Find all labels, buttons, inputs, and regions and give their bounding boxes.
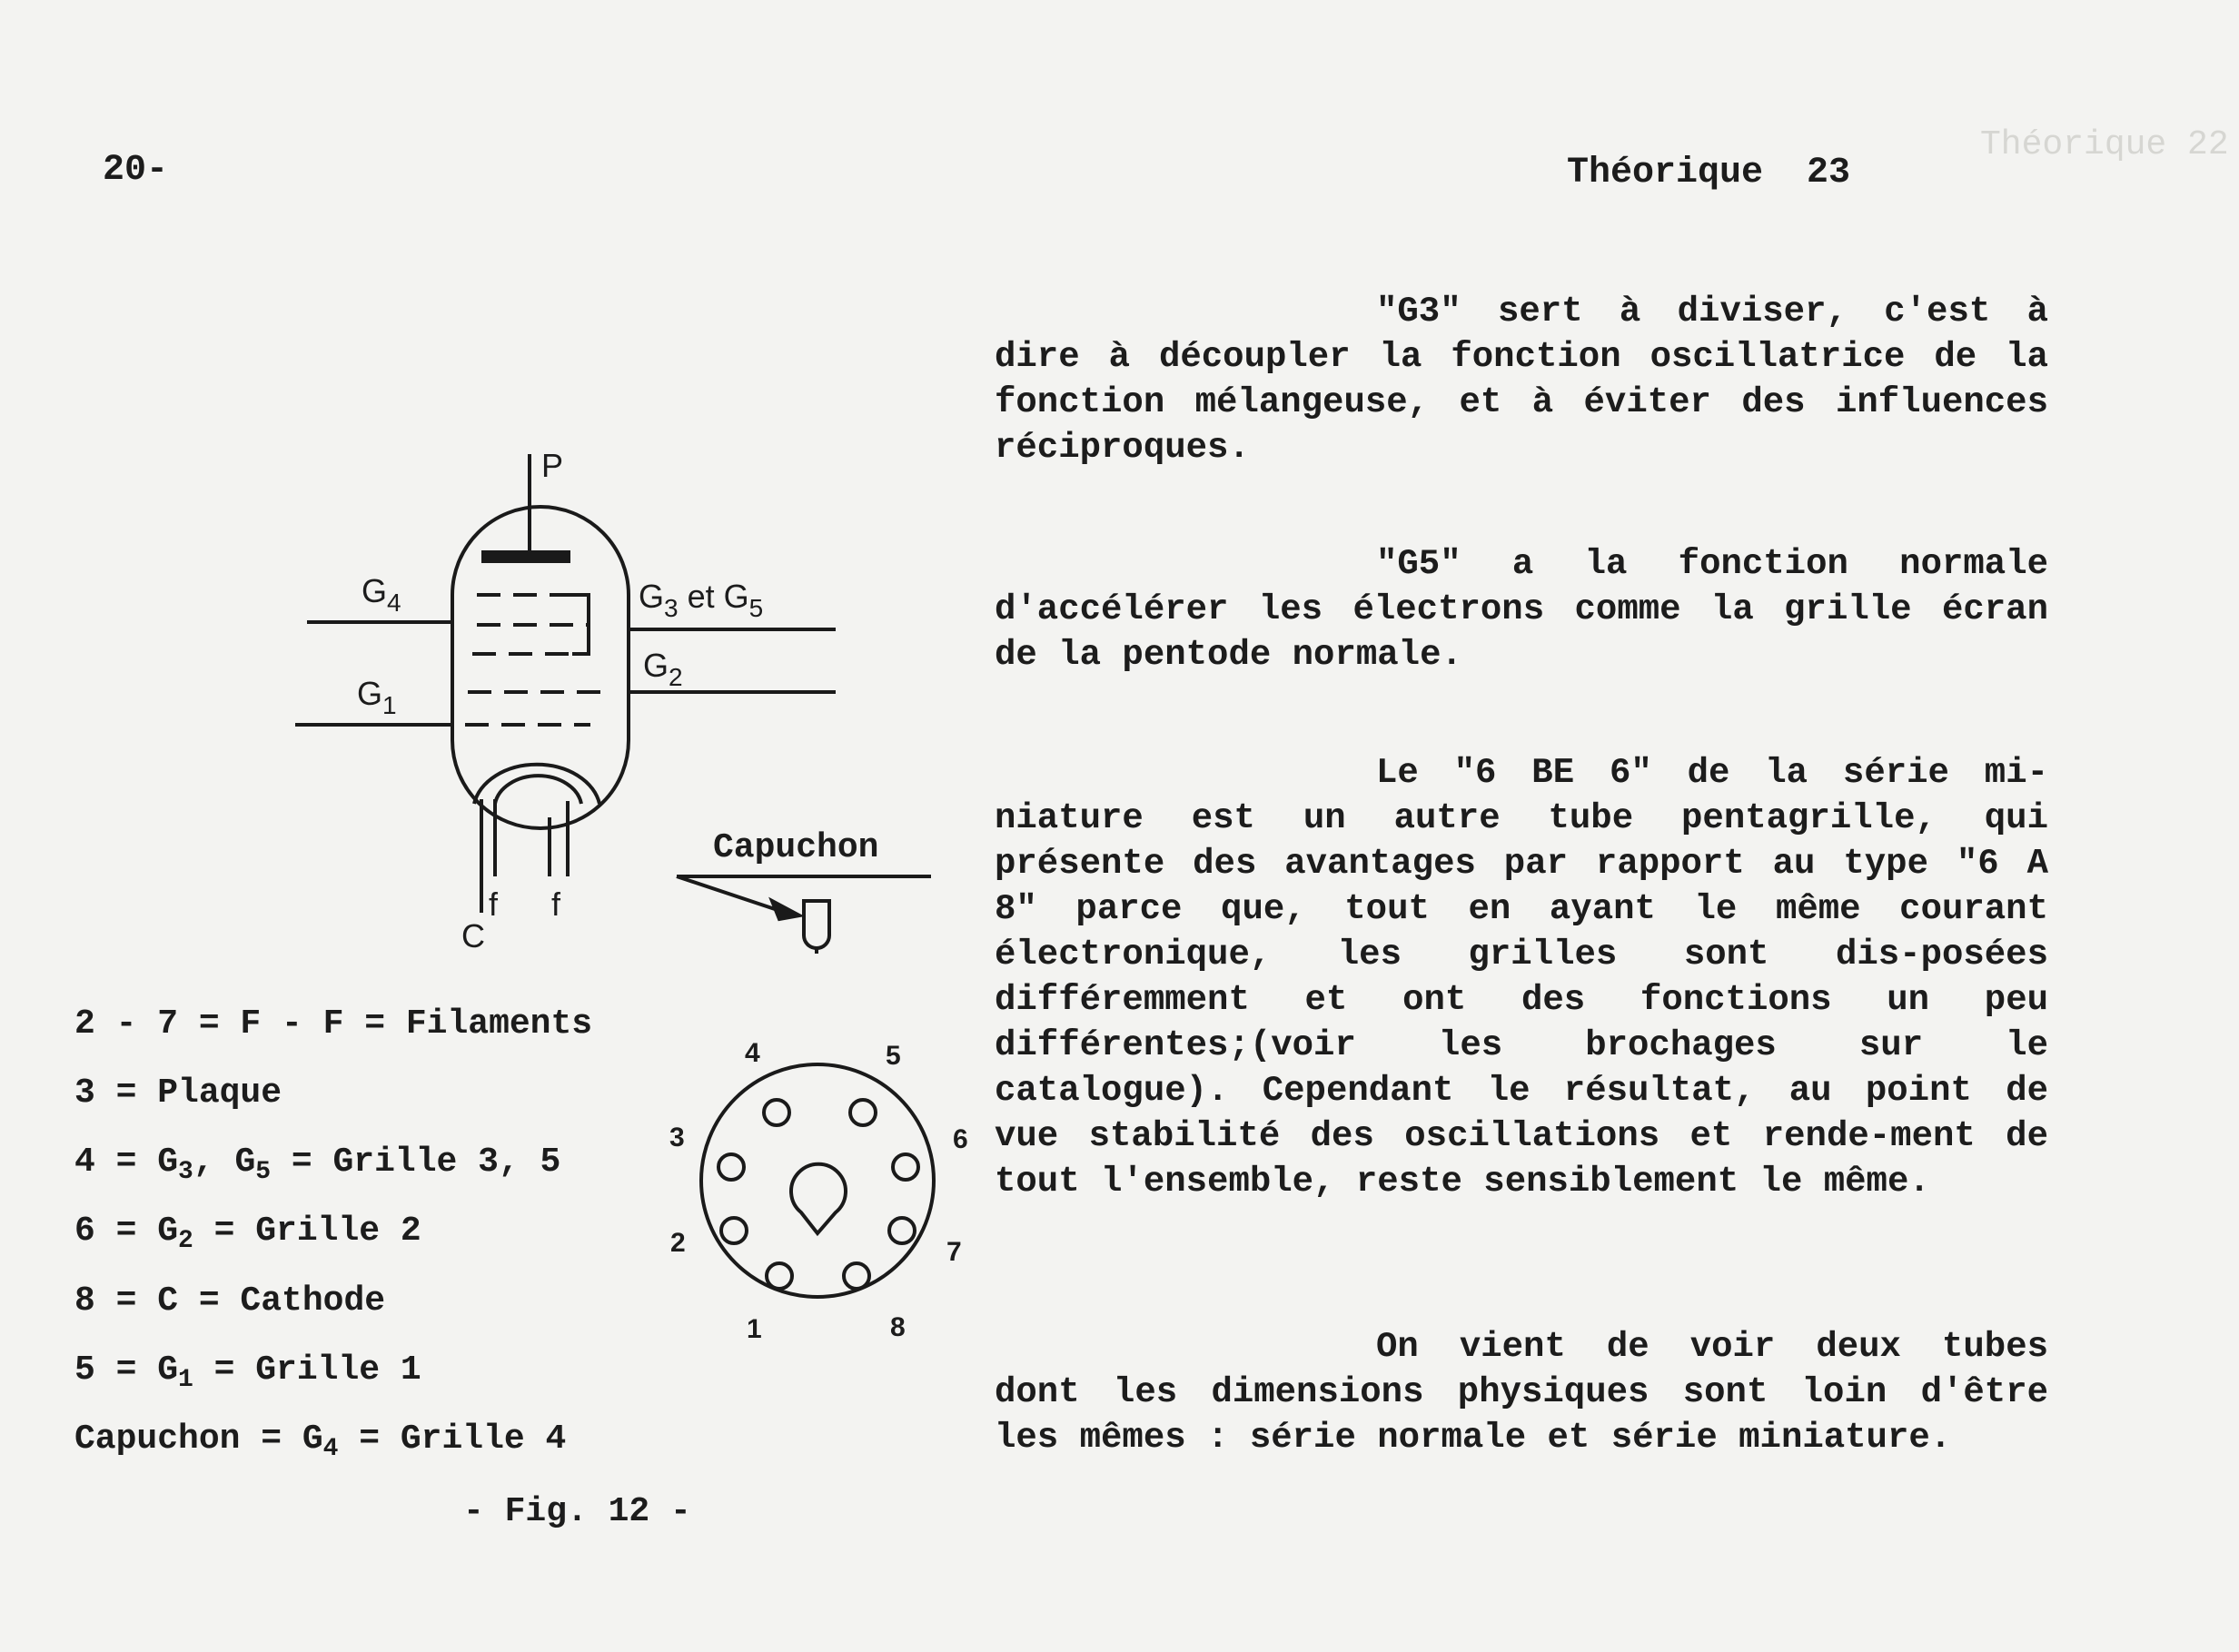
legend-cathode: 8 = C = Cathode (74, 1281, 386, 1321)
paragraph-g3: "G3" sert à diviser, c'est à dire à découpler la fonction oscillatrice de la fonction mélangeuse, et à éviter des influences réciproques. (995, 292, 2048, 468)
plate-bar (481, 550, 570, 563)
capuchon-symbol (804, 901, 829, 948)
pin-label-7: 7 (946, 1237, 962, 1267)
paragraph-conclusion: On vient de voir deux tubes dont les dimensions physiques sont loin d'être les mêmes : série normale et série miniature. (995, 1327, 2048, 1458)
label-g1: $G_1$ (357, 675, 397, 719)
legend-g2: $6 = G_2$ = Grille 2 (74, 1212, 421, 1255)
label-plate: P (541, 447, 564, 484)
page-number: 20- (103, 150, 169, 191)
legend-plaque: 3 = Plaque (74, 1073, 282, 1113)
legend-g3-g5: $4 = G_3$, $G_5$ = Grille 3, 5 (74, 1143, 561, 1186)
pin-label-2: 2 (670, 1228, 686, 1258)
pin-hole-2 (721, 1218, 747, 1243)
socket-key (791, 1164, 846, 1233)
paragraph-g5: "G5" a la fonction normale d'accélérer les électrons comme la grille écran de la pentode normale. (995, 544, 2048, 675)
paragraph-6be6: Le "6 BE 6" de la série mi- niature est un autre tube pentagrille, qui présente des avantages par rapport au type "6 A 8" parce que, tout en ayant le même courant électronique, les grilles sont dis-posées différemment et ont des fonctions un peu différentes;(voir les brochages sur le catalogue). Cependant le résultat, au point de vue stabilité des oscillations et rende-ment de tout l'ensemble, reste sensiblement le même. (995, 753, 2048, 1202)
label-g3-g5: $G_3$ et $G_5$ (639, 578, 764, 622)
pin-label-5: 5 (886, 1041, 901, 1071)
pin-hole-3 (718, 1154, 744, 1180)
label-g4: $G_4$ (362, 572, 401, 617)
pin-hole-8 (844, 1263, 869, 1289)
pin-hole-1 (767, 1263, 792, 1289)
label-cathode: C (461, 917, 485, 955)
pin-hole-4 (764, 1100, 789, 1125)
show-through-text: Théorique 22 (1980, 125, 2229, 164)
capuchon-arrow (677, 876, 786, 913)
pin-label-8: 8 (890, 1312, 906, 1342)
label-filament-1: f (489, 885, 499, 923)
socket-diagram (701, 1064, 934, 1297)
grid-dashes (465, 595, 607, 725)
pin-hole-7 (889, 1218, 915, 1243)
running-title: Théorique 23 (1567, 153, 1851, 193)
label-capuchon: Capuchon (713, 828, 879, 867)
figure-caption: - Fig. 12 - (463, 1492, 691, 1531)
legend-g1: $5 = G_1$ = Grille 1 (74, 1350, 421, 1394)
pin-label-6: 6 (953, 1124, 968, 1154)
pin-label-1: 1 (747, 1314, 762, 1344)
pin-label-4: 4 (745, 1038, 760, 1068)
legend-filaments: 2 - 7 = F - F = Filaments (74, 1004, 593, 1044)
pin-hole-5 (850, 1100, 876, 1125)
legend-capuchon: Capuchon = $G_4$ = Grille 4 (74, 1420, 567, 1463)
label-filament-2: f (551, 885, 561, 923)
label-g2: $G_2$ (643, 647, 683, 691)
pin-hole-6 (893, 1154, 918, 1180)
pin-label-3: 3 (669, 1123, 685, 1152)
